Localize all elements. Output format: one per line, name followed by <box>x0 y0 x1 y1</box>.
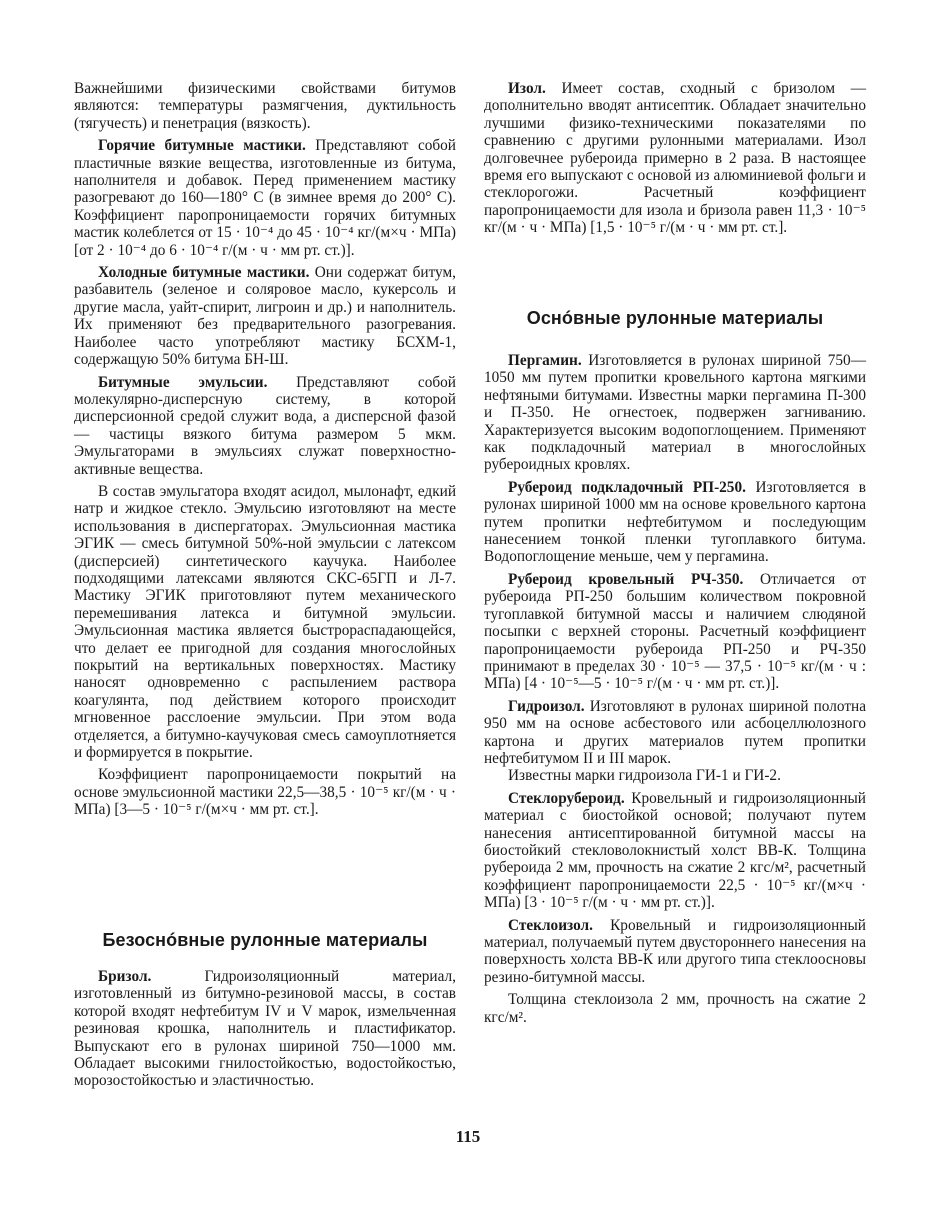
paragraph-emulsifier: В состав эмульгатора входят асидол, мылонафт, едкий натр и жидкое стекло. Эмульсию изготовляют на месте использования в диспергаторах. Эмульсионная мастика ЭГИК — смесь битумной 50%-ной эмульсии с латексом (дисперсией) синтетического каучука. Наиболее подходящими латексами являются СКС-65ГП и Л-7. Мастику ЭГИК приготовляют путем механического перемешивания латекса и битумной эмульсии. Эмульсионная мастика является быстрораспадающейся, что делает ее пригодной для создания многослойных покрытий на вертикальных поверхностях. Мастику наносят одновременно с распылением раствора коагулянта, под действием которого происходит мгновенное расслоение эмульсии. При этом вода отделяется, а битумно-каучуковая смесь самоуплотняется и формируется в покрытие. <box>74 482 456 762</box>
text-stekloizol: Кровельный и гидроизоляционный материал, получаемый путем двустороннего нанесения на поверхность холста ВВ-К или другого типа стеклоосновы резино-битумной массы. <box>484 916 866 986</box>
text-ruberoid-rch350: Отличается от рубероида РП-250 большим количеством покровной тугоплавкой битумной массы и наличием слюдяной посыпки с верхней стороны. Расчетный коэффициент паропроницаемости рубероида РП-250 и РЧ-350 принимают в пределах 30 · 10⁻⁵ — 37,5 · 10⁻⁵ кг/(м · ч : МПа) [4 · 10⁻⁵—5 · 10⁻⁵ г/(м · ч · мм рт. ст.)]. <box>484 570 866 693</box>
paragraph-brizol <box>74 968 456 1090</box>
right-column-top <box>484 80 866 242</box>
text-stekloruberoid: Кровельный и гидроизоляционный материал с биостойкой основой; получают путем нанесения антисептированной битумной массы на биостойкий стекловолокнистый холст ВВ-К. Толщина рубероида 2 мм, прочность на сжатие 2 кгс/м², расчетный коэффициент паропроницаемости 22,5 · 10⁻⁵ кг/(м×ч · МПа) [3 · 10⁻⁵ г/(м · ч · мм рт. ст.)]. <box>484 789 866 912</box>
term-pergamin: Пергамин. <box>508 352 582 369</box>
paragraph-bitumen-emulsions <box>74 374 456 478</box>
paragraph-stekloizol <box>484 917 866 987</box>
text-hot-mastics: Представляют собой пластичные вязкие вещества, изготовленные из битума, наполнителя и добавок. Перед применением мастику разогревают до 160—180° С (в зимнее время до 200° С). Коэффициент паропроницаемости горячих битумных мастик колеблется от 15 · 10⁻⁴ до 45 · 10⁻⁴ кг/(м×ч · МПа) [от 2 · 10⁻⁴ до 6 · 10⁻⁴ г/(м · ч · мм рт. ст.)]. <box>74 137 456 259</box>
term-ruberoid-rch350: Рубероид кровельный РЧ-350. <box>508 570 744 588</box>
term-brizol: Бризол. <box>98 968 152 985</box>
paragraph-ruberoid-rp250 <box>484 479 866 566</box>
paragraph-hot-mastics <box>74 137 456 259</box>
paragraph-gidroizol-grades: Известны марки гидроизола ГИ-1 и ГИ-2. <box>508 767 781 785</box>
paragraph-izol <box>484 80 866 237</box>
text-ruberoid-rp250: Изготовляется в рулонах шириной 1000 мм на основе кровельного картона путем пропитки нефтебитумом и последующим нанесением тонкой пленки тугоплавкого битума. Водопоглощение меньше, чем у пергамина. <box>484 478 866 566</box>
term-hot-mastics: Горячие битумные мастики. <box>98 137 306 155</box>
paragraph-bitumen-properties: Важнейшими физическими свойствами битумов являются: температуры размягчения, дуктильность (тягучесть) и пенетрация (вязкость). <box>74 80 456 132</box>
paragraph-ruberoid-rch350 <box>484 571 866 693</box>
text-pergamin: Изготовляется в рулонах шириной 750—1050 мм путем пропитки кровельного картона мягкими нефтяными битумами. Известны марки пергамина П-300 и П-350. Не огнестоек, подвержен загниванию. Характеризуется высоким водопоглощением. Применяют как подкладочный материал в многослойных рубероидных кровлях. <box>484 352 866 474</box>
paragraph-stekloruberoid <box>484 790 866 912</box>
term-ruberoid-rp250: Рубероид подкладочный РП-250. <box>508 478 746 496</box>
term-stekloizol: Стеклоизол. <box>508 916 593 934</box>
paragraph-gidroizol <box>484 698 866 768</box>
paragraph-pergamin <box>484 352 866 474</box>
text-gidroizol: Изготовляют в рулонах шириной полотна 950 мм на основе асбестового или асбоцеллюлозного картона и других материалов путем пропитки нефтебитумом II и III марок. <box>484 697 866 767</box>
section-heading-base-roll-materials: Оснóвные рулонные материалы <box>526 308 824 328</box>
term-bitumen-emulsions: Битумные эмульсии. <box>98 373 268 391</box>
term-izol: Изол. <box>508 80 546 97</box>
text-cold-mastics: Они содержат битум, разбавитель (зеленое и соляровое масло, кукерсоль и другие масла, уайт-спирит, лигроин и др.) и наполнитель. Их применяют без предварительного разогревания. Наиболее часто употребляют мастику БСХМ-1, содержащую 50% битума БН-Ш. <box>74 264 456 369</box>
text-bitumen-emulsions: Представляют собой молекулярно-дисперсную систему, в которой дисперсионной средой служит вода, а дисперсной фазой — частицы вязкого битума размером 5 мкм. Эмульгаторами в эмульсиях служат поверхностно-активные вещества. <box>74 373 456 478</box>
term-cold-mastics: Холодные битумные мастики. <box>98 264 310 282</box>
paragraph-stekloizol-thickness: Толщина стеклоизола 2 мм, прочность на сжатие 2 кгс/м². <box>484 991 866 1026</box>
term-stekloruberoid: Стеклорубероид. <box>508 789 625 807</box>
term-gidroizol: Гидроизол. <box>508 697 585 715</box>
paragraph-permeability-coefficient: Коэффициент паропроницаемости покрытий на основе эмульсионной мастики 22,5—38,5 · 10⁻⁵ кг/(м · ч · МПа) [3—5 · 10⁻⁵ г/(м×ч · мм рт. ст.]. <box>74 766 456 819</box>
section-heading-baseless-roll-materials: Безоснóвные рулонные материалы <box>102 930 428 950</box>
left-column-bottom <box>74 968 456 1095</box>
page-number: 115 <box>455 1127 481 1146</box>
text-izol: Имеет состав, сходный с бризолом — дополнительно вводят антисептик. Обладает значительно лучшими физико-техническими показателями по сравнению с другими рулонными материалами. Изол долговечнее рубероида примерно в 2 раза. В настоящее время его выпускают с основой из алюминиевой фольги и стеклорогожи. Расчетный коэффициент паропроницаемости для изола и бризола равен 11,3 · 10⁻⁵ кг/(м · ч · МПа) [1,5 · 10⁻⁵ г/(м · ч · мм рт. ст.]. <box>484 80 866 237</box>
text-brizol: Гидроизоляционный материал, изготовленный из битумно-резиновой массы, в состав которой входят нефтебитум IV и V марок, измельченная резиновая крошка, наполнитель и пластификатор. Выпускают его в рулонах шириной 750—1000 мм. Обладает высокими гнилостойкостью, водостойкостью, морозостойкостью и эластичностью. <box>74 968 456 1090</box>
paragraph-cold-mastics <box>74 264 456 368</box>
right-column <box>484 352 866 1031</box>
left-column <box>74 80 456 824</box>
